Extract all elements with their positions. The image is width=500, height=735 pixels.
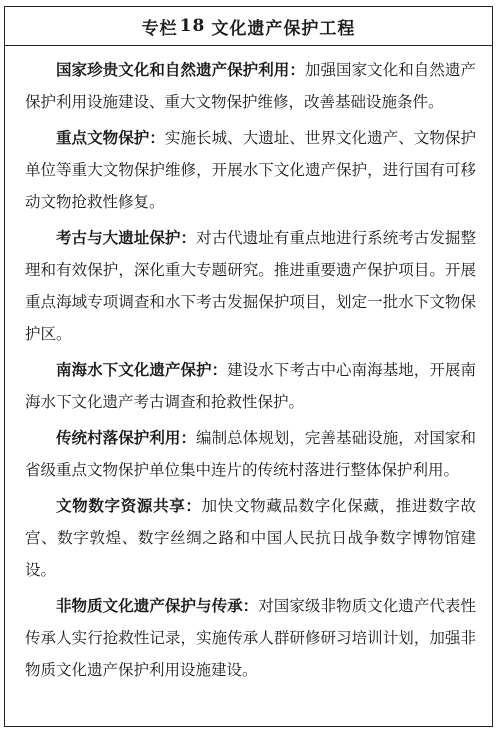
item-text: 加强国家文化和自然遗产保护利用设施建设、重大文物保护维修，改善基础设施条件。 — [25, 61, 476, 111]
item-paragraph — [25, 590, 476, 686]
item-paragraph — [25, 422, 476, 486]
box-title: 文化遗产保护工程 — [211, 18, 356, 39]
column-label: 专栏 — [141, 18, 178, 39]
item-heading: 南海水下文化遗产保护： — [56, 360, 228, 379]
item-paragraph — [25, 222, 476, 350]
item-text: 编制总体规划，完善基础设施，对国家和省级重点文物保护单位集中连片的传统村落进行整体保护利用。 — [25, 429, 476, 479]
item-paragraph — [25, 354, 476, 418]
item-text: 建设水下考古中心南海基地，开展南海水下文化遗产考古调查和抢救性保护。 — [25, 361, 476, 411]
item-text: 实施长城、大遗址、世界文化遗产、文物保护单位等重大文物保护维修，开展水下文化遗产保护，进行国有可移动文物抢救性修复。 — [25, 129, 476, 211]
item-heading: 非物质文化遗产保护与传承： — [56, 596, 259, 615]
feature-box — [4, 6, 493, 727]
item-text: 加快文物藏品数字化保藏，推进数字故宫、数字敦煌、数字丝绸之路和中国人民抗日战争数字博物馆建设。 — [25, 497, 476, 579]
item-text: 对国家级非物质文化遗产代表性传承人实行抢救性记录，实施传承人群研修研习培训计划，加强非物质文化遗产保护利用设施建设。 — [25, 597, 476, 679]
item-paragraph — [25, 490, 476, 586]
item-text: 对古代遗址有重点地进行系统考古发掘整理和有效保护，深化重大专题研究。推进重要遗产保护项目。开展重点海域专项调查和水下考古发掘保护项目，划定一批水下文物保护区。 — [25, 229, 476, 343]
item-paragraph — [25, 122, 476, 218]
item-heading: 考古与大遗址保护： — [56, 228, 197, 247]
column-number: 18 — [179, 16, 206, 36]
item-heading: 国家珍贵文化和自然遗产保护利用： — [56, 60, 305, 79]
item-heading: 重点文物保护： — [56, 128, 165, 147]
item-heading: 文物数字资源共享： — [56, 496, 202, 515]
box-header — [5, 7, 492, 46]
item-heading: 传统村落保护利用： — [56, 428, 197, 447]
box-body — [5, 46, 492, 686]
item-paragraph — [25, 54, 476, 118]
